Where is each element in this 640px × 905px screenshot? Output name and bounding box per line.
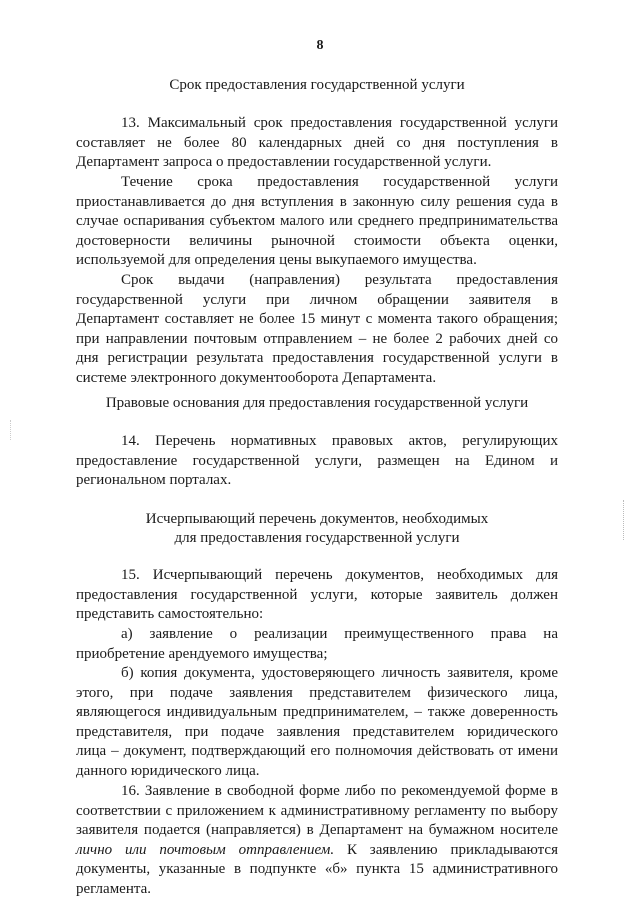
- text-line: являющегося индивидуальным предпринимателем, – также доверенность: [76, 704, 558, 721]
- text-line: региональном порталах.: [76, 472, 232, 489]
- text-line: соответствии с приложением к административному регламенту по выбору: [76, 802, 558, 819]
- text-line: документы, указанные в подпункте «б» пункта 15 административного: [76, 861, 558, 878]
- text-line: [76, 841, 558, 861]
- text-line: лица – документ, подтверждающий его полномочия действовать от имени: [76, 743, 558, 760]
- text-line: данного юридического лица.: [76, 762, 260, 779]
- text-line: представителя, при подаче заявления представителем юридического: [76, 723, 558, 740]
- text-line: а) заявление о реализации преимущественного права на: [121, 626, 558, 642]
- text-line: 14. Перечень нормативных правовых актов, регулирующих: [121, 433, 558, 449]
- text-line: предоставление государственной услуги, размещен на Едином и: [76, 452, 558, 469]
- text-line: 13. Максимальный срок предоставления государственной услуги: [121, 115, 558, 131]
- text-line: представить самостоятельно:: [76, 606, 264, 623]
- text-line: системе электронного документооборота Департамента.: [76, 369, 437, 386]
- text-line: достоверности величины рыночной стоимости объекта оценки,: [76, 232, 558, 249]
- text-line: приостанавливается до дня вступления в законную силу решения суда в: [76, 193, 558, 210]
- page-number: 8: [316, 38, 324, 53]
- text-line: приобретение арендуемого имущества;: [76, 645, 328, 662]
- text-line: государственной услуги при личном обращении заявителя в: [76, 291, 558, 308]
- text-line: Департамент составляет не более 15 минут с момента такого обращения;: [76, 311, 558, 328]
- heading-line: Исчерпывающий перечень документов, необходимых: [145, 511, 489, 527]
- paragraph-14: [76, 432, 558, 491]
- text-line: этого, при подаче заявления представителем физического лица,: [76, 684, 558, 701]
- heading-line: для предоставления государственной услуги: [174, 530, 460, 546]
- section-heading-documents: [76, 510, 558, 548]
- scan-margin-mark: [623, 500, 626, 540]
- section-heading-term: Срок предоставления государственной услуги: [169, 77, 465, 93]
- text-fragment: К заявлению прикладываются: [334, 841, 558, 858]
- paragraph-15: [76, 566, 558, 625]
- italic-text: лично или почтовым отправлением.: [76, 841, 335, 858]
- text-line: 15. Исчерпывающий перечень документов, необходимых для: [121, 567, 558, 583]
- text-line: заявителя подается (направляется) в Департамент на бумажном носителе: [76, 822, 558, 839]
- text-line: Срок выдачи (направления) результата предоставления: [121, 272, 558, 288]
- paragraph-16: [76, 782, 558, 900]
- text-line: Департамент запроса о предоставлении государственной услуги.: [76, 154, 492, 171]
- paragraph-13: [76, 114, 558, 173]
- text-line: б) копия документа, удостоверяющего личность заявителя, кроме: [121, 665, 558, 681]
- text-line: 16. Заявление в свободной форме либо по рекомендуемой форме в: [121, 783, 558, 799]
- text-line: Течение срока предоставления государственной услуги: [121, 174, 558, 190]
- section-heading-legal: Правовые основания для предоставления государственной услуги: [105, 395, 529, 411]
- text-line: дня регистрации результата предоставления государственной услуги в: [76, 350, 558, 367]
- text-line: составляет не более 80 календарных дней со дня поступления в: [76, 134, 558, 151]
- scan-margin-mark: [10, 420, 13, 440]
- paragraph-15-b: [76, 664, 558, 782]
- text-line: при направлении почтовым отправлением – не более 2 рабочих дней со: [76, 330, 558, 347]
- text-line: используемой для определения цены выкупаемого имущества.: [76, 252, 477, 269]
- text-line: регламента.: [76, 880, 152, 897]
- paragraph-15-a: [76, 625, 558, 664]
- paragraph-13-issuance: [76, 271, 558, 389]
- paragraph-13-suspension: [76, 173, 558, 271]
- text-line: предоставления государственной услуги, которые заявитель должен: [76, 586, 558, 603]
- text-line: случае оспаривания субъектом малого или среднего предпринимательства: [76, 213, 558, 230]
